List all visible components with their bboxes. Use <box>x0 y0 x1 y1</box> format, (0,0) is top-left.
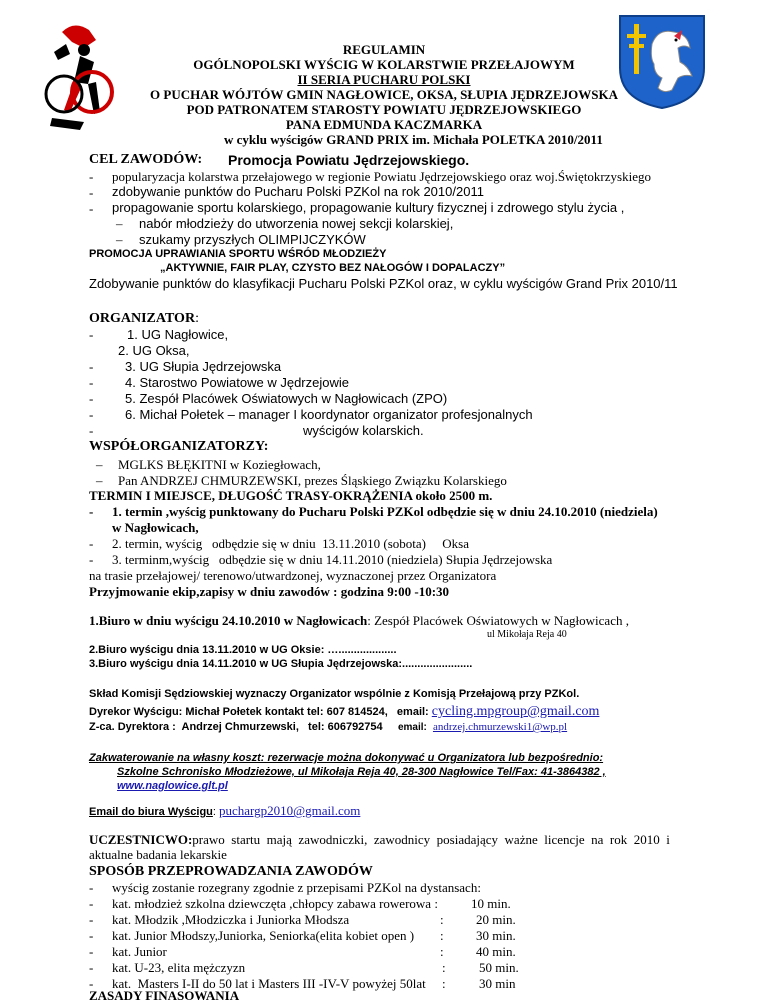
dash: - <box>89 536 94 551</box>
zapisy-line: Przyjmowanie ekip,zapisy w dniu zawodów : godzina 9:00 -10:30 <box>89 584 450 599</box>
header-line-3: II SERIA PUCHARU POLSKI <box>297 72 471 87</box>
organizer-item-7: wyścigów kolarskich. <box>303 423 424 438</box>
header-line-5: POD PATRONATEM STAROSTY POWIATU JĘDRZEJOWSKIEGO <box>186 102 582 117</box>
sposob-item-6-duration: 50 min. <box>479 960 519 975</box>
dyrektor-text: Dyrekor Wyścigu: Michał Połetek kontakt tel: 607 814524, email: <box>89 706 429 718</box>
zakwaterowanie-line-2: Szkolne Schronisko Młodzieżowe, ul Mikołaja Reja 40, 28-300 Nagłowice Tel/Fax: 41-3864382 , <box>117 766 606 778</box>
organizer-item-3: 3. UG Słupia Jędrzejowska <box>125 359 282 374</box>
dash: - <box>89 375 94 390</box>
sposob-item-4-duration: 30 min. <box>476 928 516 943</box>
dash: - <box>89 407 94 422</box>
dash: - <box>89 359 94 374</box>
organizer-item-4: 4. Starostwo Powiatowe w Jędrzejowie <box>125 375 349 390</box>
promo-line-1: PROMOCJA UPRAWIANIA SPORTU WŚRÓD MŁODZIEŻY <box>89 248 387 260</box>
header-line-2: OGÓLNOPOLSKI WYŚCIG W KOLARSTWIE PRZEŁAJOWYM <box>193 57 575 72</box>
points-line: Zdobywanie punktów do klasyfikacji Pucharu Polski PZKol oraz, w cyklu wyścigów Grand Prix 2010/11 <box>89 276 678 291</box>
colon: : <box>442 960 446 975</box>
sposob-item-3-duration: 20 min. <box>476 912 516 927</box>
zakwaterowanie-line-1: Zakwaterowanie na własny koszt: rezerwacje można dokonywać u Organizatora lub bezpośrednio: <box>89 752 604 764</box>
zca-line <box>89 721 567 733</box>
termin-label: TERMIN I MIEJSCE, DŁUGOŚĆ TRASY-OKRĄŻENIA około 2500 m. <box>89 488 493 503</box>
uczestnictwo-text: prawo startu mają zawodniczki, zawodnicy posiadający ważne licencje na rok 2010 i <box>192 832 670 847</box>
dash: - <box>89 912 94 927</box>
sposob-label: SPOSÓB PRZEPROWADZANIA ZAWODÓW <box>89 864 373 879</box>
endash: – <box>96 457 103 472</box>
dash: - <box>89 201 94 216</box>
cel-sub-1: nabór młodzieży do utworzenia nowej sekcji kolarskiej, <box>139 216 454 231</box>
organizer-item-2: 2. UG Oksa, <box>118 343 190 358</box>
cel-item-2: zdobywanie punktów do Pucharu Polski PZKol na rok 2010/2011 <box>112 184 484 199</box>
cel-label: CEL ZAWODÓW: <box>89 152 203 167</box>
zca-text: Z-ca. Dyrektora : Andrzej Chmurzewski, tel: 606792754 <box>89 721 383 733</box>
organizer-label: ORGANIZATOR <box>89 311 196 326</box>
cel-item-3: propagowanie sportu kolarskiego, propagowanie kultury fizycznej i zdrowego stylu życia , <box>112 200 625 215</box>
biuro-1-rest: : Zespół Placówek Oświatowych w Nagłowicach , <box>367 613 629 628</box>
colon: : <box>440 928 444 943</box>
dash: - <box>89 976 94 991</box>
organizer-item-6: 6. Michał Połetek – manager I koordynator organizator profesjonalnych <box>125 407 533 422</box>
sposob-item-2-duration: 10 min. <box>471 896 511 911</box>
endash: – <box>116 232 123 247</box>
colon: : <box>440 944 444 959</box>
sposob-item-7-duration: 30 min <box>479 976 516 991</box>
sklad-line: Skład Komisji Sędziowskiej wyznaczy Organizator wspólnie z Komisją Przełajową przy PZKol. <box>89 688 580 700</box>
promo-line-2: „AKTYWNIE, FAIR PLAY, CZYSTO BEZ NAŁOGÓW I DOPALACZY” <box>160 262 506 274</box>
header-line-7: w cyklu wyścigów GRAND PRIX im. Michała POLETKA 2010/2011 <box>224 132 603 147</box>
endash: – <box>116 216 123 231</box>
termin-3: 3. terminm,wyścig odbędzie się w dniu 14.11.2010 (niedziela) Słupia Jędrzejowska <box>112 552 553 567</box>
dash: - <box>89 880 94 895</box>
dash: - <box>89 169 94 184</box>
dash: - <box>89 896 94 911</box>
dash: - <box>89 552 94 567</box>
sposob-item-6: kat. U-23, elita mężczyzn <box>112 960 246 975</box>
zca-email-label: email: <box>397 722 427 733</box>
dash: - <box>89 327 94 342</box>
email-biuro-value[interactable]: puchargp2010@gmail.com <box>219 803 361 818</box>
organizer-item-5: 5. Zespół Placówek Oświatowych w Nagłowicach (ZPO) <box>125 391 448 406</box>
dash: - <box>89 944 94 959</box>
email-biuro-label: Email do biura Wyścigu <box>89 806 213 818</box>
dash: - <box>89 928 94 943</box>
cel-sub-2: szukamy przyszłych OLIMPIJCZYKÓW <box>139 232 366 247</box>
dyrektor-line <box>89 704 599 720</box>
dash: - <box>89 391 94 406</box>
organizer-item-1: 1. UG Nagłowice, <box>127 327 229 342</box>
sposob-item-5: kat. Junior <box>112 944 167 959</box>
biuro-1 <box>89 613 629 629</box>
email-biuro-line: Email do biura Wyścigu: puchargp2010@gmail.com <box>89 803 361 818</box>
sposob-item-1: wyścig zostanie rozegrany zgodnie z przepisami PZKol na dystansach: <box>112 880 481 895</box>
dash: - <box>89 423 94 438</box>
uczestnictwo-line-2: aktualne badania lekarskie <box>89 847 227 862</box>
termin-1: 1. termin ,wyścig punktowany do Pucharu Polski PZKol odbędzie się w dniu 24.10.2010 (niedziela) <box>112 504 658 519</box>
biuro-1-bold: 1.Biuro w dniu wyścigu 24.10.2010 w Nagłowicach <box>89 613 368 628</box>
sposob-item-5-duration: 40 min. <box>476 944 516 959</box>
cel-title: Promocja Powiatu Jędrzejowskiego. <box>228 152 470 168</box>
naglowice-link[interactable]: www.naglowice.glt.pl <box>117 780 228 792</box>
colon: : <box>442 976 446 991</box>
biuro-2: 2.Biuro wyścigu dnia 13.11.2010 w UG Oksie: …................... <box>89 644 397 656</box>
header-line-6: PANA EDMUNDA KACZMARKA <box>285 117 483 132</box>
biuro-3: 3.Biuro wyścigu dnia 14.11.2010 w UG Słupia Jędrzejowska:....................... <box>89 658 473 670</box>
termin-1-place: w Nagłowicach, <box>112 520 199 535</box>
termin-2: 2. termin, wyścig odbędzie się w dniu 13.11.2010 (sobota) Oksa <box>112 536 469 551</box>
sposob-item-4: kat. Junior Młodszy,Juniorka, Seniorka(elita kobiet open ) <box>112 928 415 943</box>
colon: : <box>440 912 444 927</box>
dash: - <box>89 504 94 519</box>
sposob-item-2: kat. młodzież szkolna dziewczęta ,chłopcy zabawa rowerowa : <box>112 896 438 911</box>
zca-email[interactable]: andrzej.chmurzewski1@wp.pl <box>432 721 568 733</box>
sposob-item-3: kat. Młodzik ,Młodziczka i Juniorka Młodsza <box>112 912 350 927</box>
sposob-item-7: kat. Masters I-II do 50 lat i Masters III -IV-V powyżej 50lat <box>112 976 426 991</box>
doc-title: REGULAMIN <box>342 42 426 57</box>
co-organizer-2: Pan ANDRZEJ CHMURZEWSKI, prezes Śląskiego Związku Kolarskiego <box>118 473 507 488</box>
organizer-heading: ORGANIZATOR: <box>89 311 199 326</box>
dyrektor-email[interactable]: cycling.mpgroup@gmail.com <box>431 704 600 719</box>
biuro-1-address: ul Mikołaja Reja 40 <box>487 629 567 640</box>
trasa-line: na trasie przełajowej/ terenowo/utwardzonej, wyznaczonej przez Organizatora <box>89 568 497 583</box>
finansowanie-label: ZASADY FINASOWANIA <box>89 988 240 1003</box>
uczestnictwo-label: UCZESTNICWO: <box>89 832 193 847</box>
dash: - <box>89 960 94 975</box>
co-organizer-1: MGLKS BŁĘKITNI w Koziegłowach, <box>118 457 321 472</box>
cel-item-1: popularyzacja kolarstwa przełajowego w regionie Powiatu Jędrzejowskiego oraz woj.Świętokrzyskiego <box>112 169 651 184</box>
header-line-4: O PUCHAR WÓJTÓW GMIN NAGŁOWICE, OKSA, SŁUPIA JĘDRZEJOWSKA <box>150 87 618 102</box>
uczestnictwo-line-1 <box>89 832 670 848</box>
co-organizers-label: WSPÓŁORGANIZATORZY: <box>89 439 269 454</box>
endash: – <box>96 473 103 488</box>
dash: - <box>89 185 94 200</box>
